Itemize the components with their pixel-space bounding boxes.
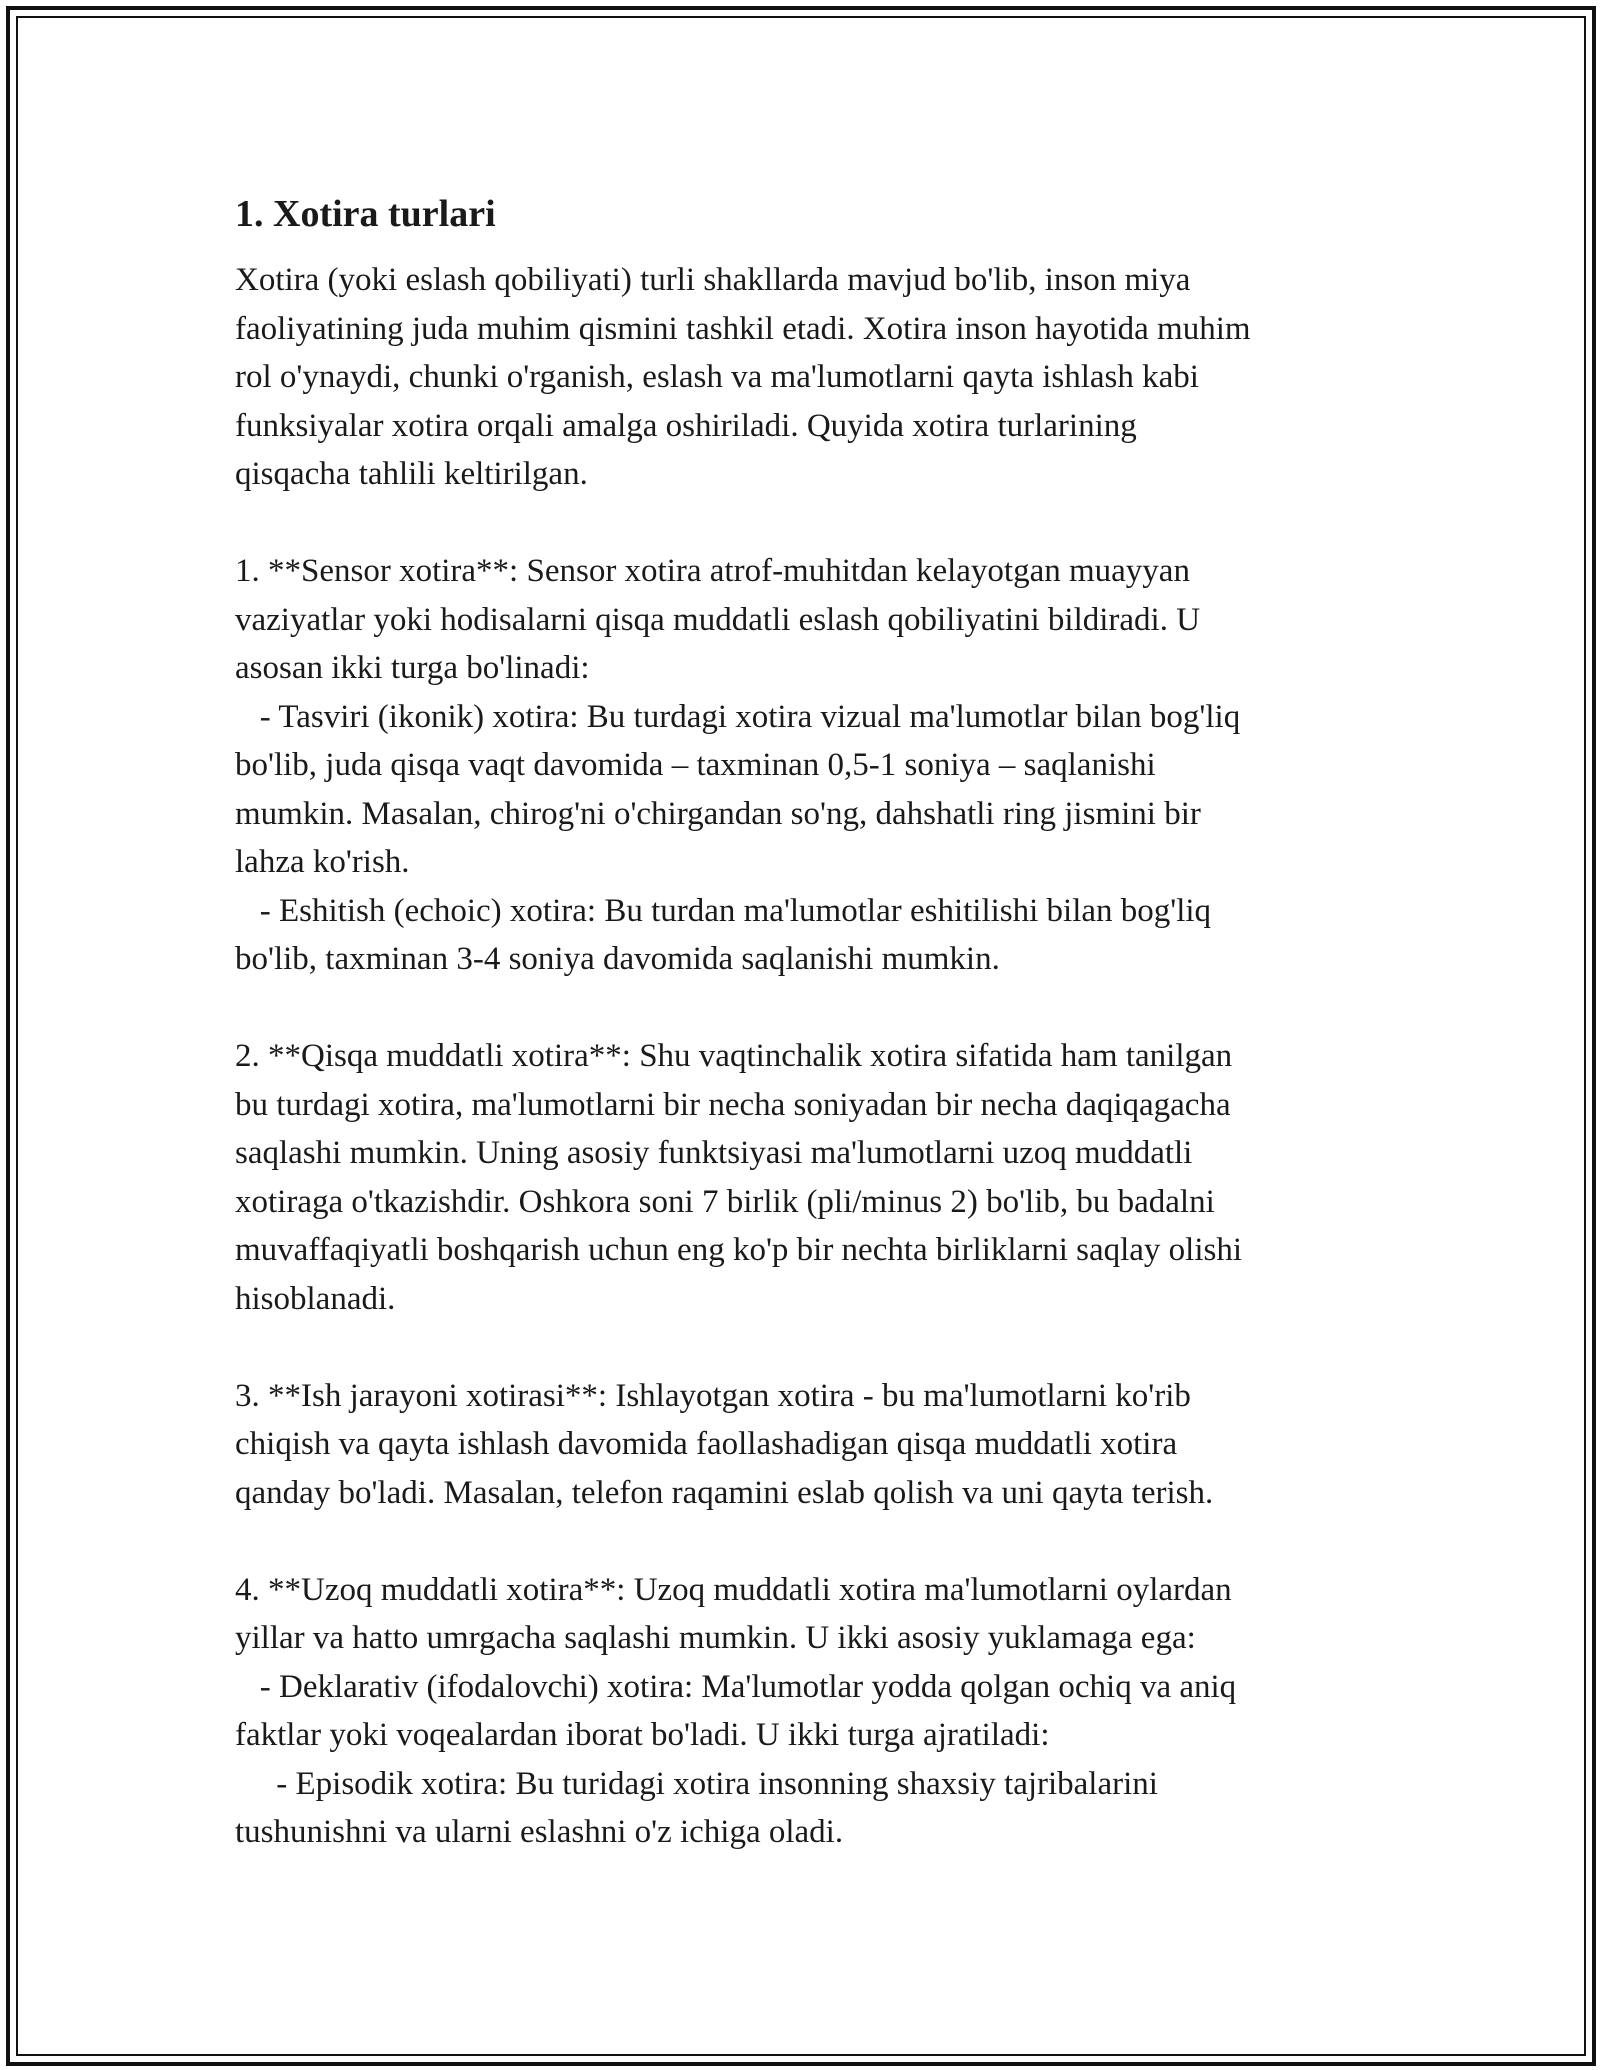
paragraph-spacer bbox=[235, 984, 1385, 1033]
intro-paragraph: Xotira (yoki eslash qobiliyati) turli shakllarda mavjud bo'lib, inson miya faoliyatining juda muhim qismini tashkil etadi. Xotira inson hayotida muhim rol o'ynaydi, chunki o'rganish, eslash va ma'lumotlarni qayta ishlash kabi funksiyalar xotira orqali amalga oshiriladi. Quyida xotira turlarining qisqacha tahlili keltirilgan. bbox=[235, 262, 1251, 492]
long-term-memory-paragraph: 4. **Uzoq muddatli xotira**: Uzoq muddatli xotira ma'lumotlarni oylardan yillar va hatto umrgacha saqlashi mumkin. U ikki asosiy yuklamaga ega: - Deklarativ (ifodalovchi) xotira: Ma'lumotlar yodda qolgan ochiq va aniq faktlar yoki voqealardan iborat bo'ladi. U ikki turga ajratiladi: - Episodik xotira: Bu turidagi xotira insonning shaxsiy tajribalarini tushunishni va ularni eslashni o'z ichiga oladi. bbox=[235, 1571, 1237, 1850]
paragraph-spacer bbox=[235, 499, 1385, 548]
document-title: 1. Xotira turlari bbox=[235, 193, 496, 235]
paragraph-spacer bbox=[235, 1323, 1385, 1372]
working-memory-paragraph: 3. **Ish jarayoni xotirasi**: Ishlayotgan xotira - bu ma'lumotlarni ko'rib chiqish va qayta ishlash davomida faollashadigan qisqa muddatli xotira qanday bo'ladi. Masalan, telefon raqamini eslab qolish va uni qayta terish. bbox=[235, 1377, 1214, 1511]
short-term-memory-paragraph: 2. **Qisqa muddatli xotira**: Shu vaqtinchalik xotira sifatida ham tanilgan bu turdagi xotira, ma'lumotlarni bir necha soniyadan bir necha daqiqagacha saqlashi mumkin. Uning asosiy funktsiyasi ma'lumotlarni uzoq muddatli xotiraga o'tkazishdir. Oshkora soni 7 birlik (pli/minus 2) bo'lib, bu badalni muvaffaqiyatli boshqarish uchun eng ko'p bir nechta birliklarni saqlay olishi hisoblanadi. bbox=[235, 1038, 1243, 1317]
document-body bbox=[235, 186, 1385, 1857]
sensor-memory-paragraph: 1. **Sensor xotira**: Sensor xotira atrof-muhitdan kelayotgan muayyan vaziyatlar yoki hodisalarni qisqa muddatli eslash qobiliyatini bildiradi. U asosan ikki turga bo'linadi: - Tasviri (ikonik) xotira: Bu turdagi xotira vizual ma'lumotlar bilan bog'liq bo'lib, juda qisqa vaqt davomida – taxminan 0,5-1 soniya – saqlanishi mumkin. Masalan, chirog'ni o'chirgandan so'ng, dahshatli ring jismini bir lahza ko'rish. - Eshitish (echoic) xotira: Bu turdan ma'lumotlar eshitilishi bilan bog'liq bo'lib, taxminan 3-4 soniya davomida saqlanishi mumkin. bbox=[235, 553, 1241, 977]
paragraph-spacer bbox=[235, 1517, 1385, 1566]
